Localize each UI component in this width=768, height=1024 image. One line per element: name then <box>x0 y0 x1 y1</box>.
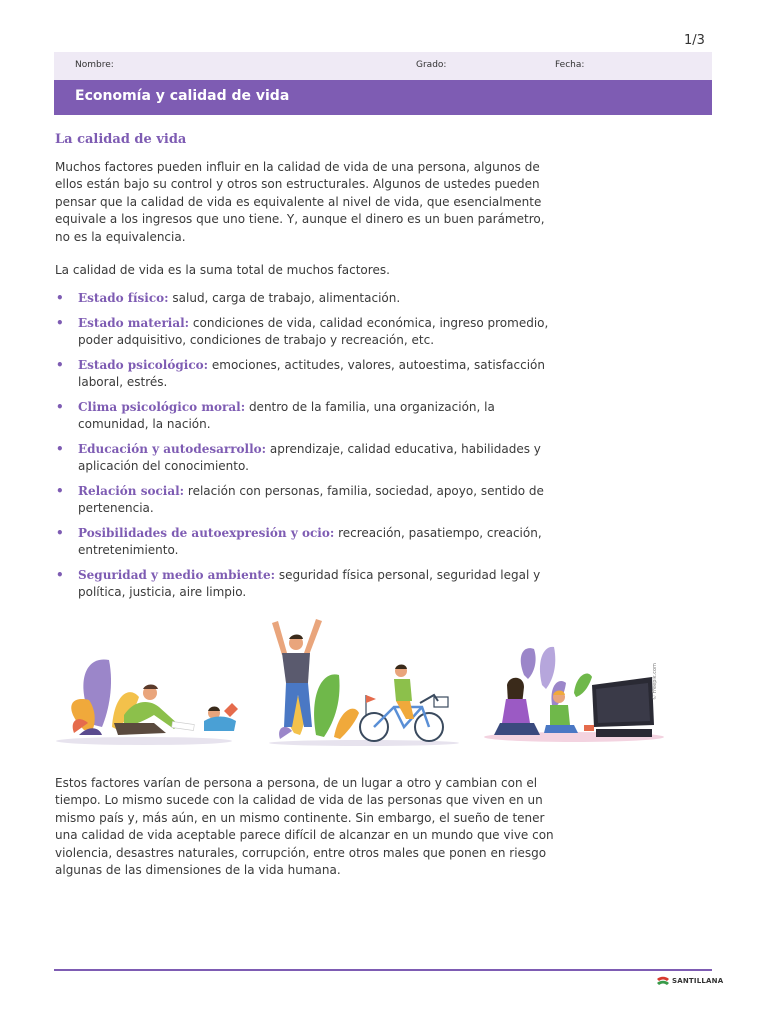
factor-term: Estado físico: <box>78 291 169 305</box>
bullet-icon: • <box>56 291 64 305</box>
santillana-logo-text: SANTILLANA <box>672 977 724 985</box>
list-item <box>55 483 565 518</box>
section-title: La calidad de vida <box>55 132 187 147</box>
bullet-icon: • <box>56 316 64 330</box>
bullet-icon: • <box>56 358 64 372</box>
factor-text: recreación, pasatiempo, creación, entretenimiento. <box>78 526 542 558</box>
footer-divider <box>54 969 712 971</box>
intro-paragraph: Muchos factores pueden influir en la calidad de vida de una persona, algunos de ellos están bajo su control y otros son estructurales. Algunos de ustedes pueden pensar que la calidad de vida es equivalente al nivel de vida, que esencialmente equivale a los ingresos que uno tiene. Y, aunque el dinero es un buen parámetro, no es la equivalencia. <box>55 160 545 244</box>
summary-paragraph: La calidad de vida es la suma total de muchos factores. <box>55 263 390 277</box>
document-title: Economía y calidad de vida <box>75 88 290 104</box>
factor-text: relación con personas, familia, sociedad, apoyo, sentido de pertenencia. <box>78 484 544 516</box>
bullet-icon: • <box>56 568 64 582</box>
list-item <box>55 567 565 602</box>
factor-term: Estado psicológico: <box>78 358 209 372</box>
santillana-logo <box>656 975 723 987</box>
bullet-icon: • <box>56 442 64 456</box>
bullet-icon: • <box>56 484 64 498</box>
factor-text: salud, carga de trabajo, alimentación. <box>168 291 401 305</box>
fecha-label: Fecha: <box>555 60 585 70</box>
factor-text: emociones, actitudes, valores, autoestima, satisfacción laboral, estrés. <box>78 358 545 390</box>
factor-term: Clima psicológico moral: <box>78 400 246 414</box>
list-item <box>55 399 565 434</box>
list-item <box>55 525 565 560</box>
nombre-label: Nombre: <box>75 60 114 70</box>
factor-term: Estado material: <box>78 316 190 330</box>
factor-text: dentro de la familia, una organización, la comunidad, la nación. <box>78 400 495 432</box>
grado-label: Grado: <box>416 60 447 70</box>
factor-text: condiciones de vida, calidad económica, ingreso promedio, poder adquisitivo, condiciones de trabajo y recreación, etc. <box>78 316 549 348</box>
reading-scene <box>56 659 238 745</box>
closing-paragraph: Estos factores varían de persona a persona, de un lugar a otro y cambian con el tiempo. Lo mismo sucede con la calidad de vida de las personas que viven en un mismo país y, más aún, en un mismo continente. Sin embargo, el sueño de tener una calidad de vida aceptable parece difícil de alcanzar en un mundo que vive con violencia, desastres naturales, corrupción, entre otros males que ponen en riesgo algunas de las dimensiones de la vida humana. <box>55 776 554 878</box>
image-credit: © Freepik.com <box>652 663 658 700</box>
factor-term: Educación y autodesarrollo: <box>78 442 267 456</box>
bullet-icon: • <box>56 526 64 540</box>
factor-text: aprendizaje, calidad educativa, habilidades y aplicación del conocimiento. <box>78 442 541 474</box>
santillana-logo-icon <box>656 975 670 987</box>
bicycle-scene <box>269 619 459 746</box>
quality-of-life-illustration <box>54 615 664 755</box>
student-info-bar <box>54 52 712 80</box>
gaming-scene <box>484 647 664 742</box>
list-item <box>55 441 565 476</box>
factor-term: Posibilidades de autoexpresión y ocio: <box>78 526 335 540</box>
title-bar <box>54 80 712 115</box>
list-item <box>55 315 565 350</box>
list-item <box>55 357 565 392</box>
page-number: 1/3 <box>684 33 705 48</box>
bullet-icon: • <box>56 400 64 414</box>
factor-term: Relación social: <box>78 484 185 498</box>
factor-text: seguridad física personal, seguridad legal y política, justicia, aire limpio. <box>78 568 541 600</box>
list-item <box>55 290 400 307</box>
factor-term: Seguridad y medio ambiente: <box>78 568 276 582</box>
